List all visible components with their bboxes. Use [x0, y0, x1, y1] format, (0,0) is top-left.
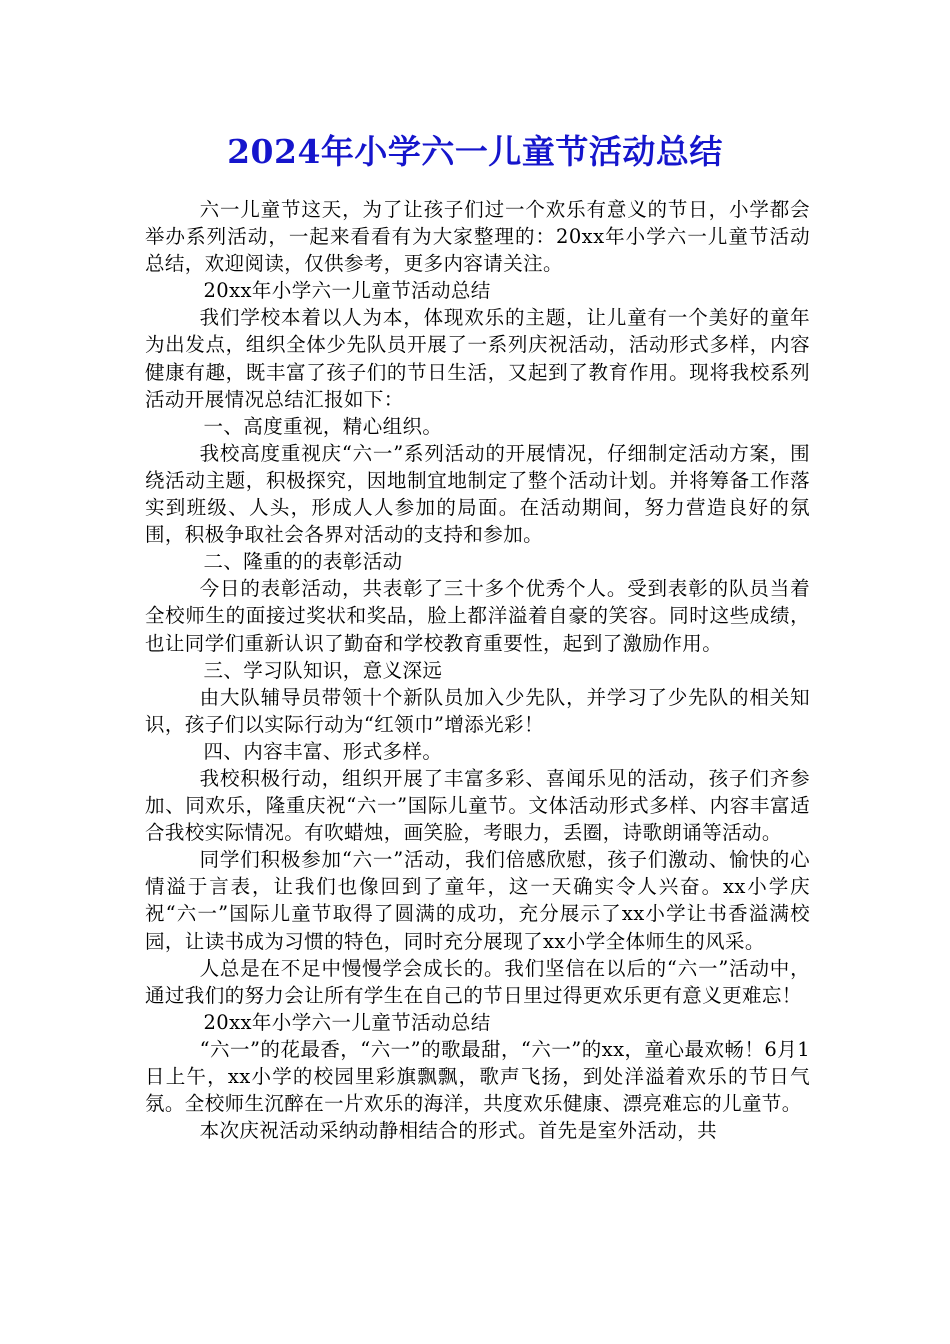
- body-paragraph: 我校高度重视庆“六一”系列活动的开展情况，仔细制定活动方案，围绕活动主题，积极探究，因地制宜地制定了整个活动计划。并将筹备工作落实到班级、人头，形成人人参加的局面。在活动期间，努力营造良好的氛围，积极争取社会各界对活动的支持和参加。: [145, 441, 810, 547]
- body-paragraph: “六一”的花最香，“六一”的歌最甜，“六一”的xx，童心最欢畅！6月1日上午，xx小学的校园里彩旗飘飘，歌声飞扬，到处洋溢着欢乐的节日气氛。全校师生沉醉在一片欢乐的海洋，共度欢乐健康、漂亮难忘的儿童节。: [145, 1037, 810, 1116]
- body-paragraph: 我们学校本着以人为本，体现欢乐的主题，让儿童有一个美好的童年为出发点，组织全体少先队员开展了一系列庆祝活动，活动形式多样，内容健康有趣，既丰富了孩子们的节日生活，又起到了教育作用。现将我校系列活动开展情况总结汇报如下：: [145, 306, 810, 411]
- section-heading: 二、隆重的的表彰活动: [203, 550, 403, 574]
- body-paragraph: 今日的表彰活动，共表彰了三十多个优秀个人。受到表彰的队员当着全校师生的面接过奖状和奖品，脸上都洋溢着自豪的笑容。同时这些成绩，也让同学们重新认识了勤奋和学校教育重要性，起到了激励作用。: [145, 577, 810, 655]
- body-paragraph: 我校积极行动，组织开展了丰富多彩、喜闻乐见的活动，孩子们齐参加、同欢乐，隆重庆祝“六一”国际儿童节。文体活动形式多样、内容丰富适合我校实际情况。有吹蜡烛，画笑脸，考眼力，丢圈，诗歌朗诵等活动。: [145, 766, 810, 845]
- document-body: [145, 196, 810, 1144]
- section-subtitle: 20xx年小学六一儿童节活动总结: [203, 279, 491, 303]
- body-paragraph: 同学们积极参加“六一”活动，我们倍感欣慰，孩子们激动、愉快的心情溢于言表，让我们也像回到了童年，这一天确实令人兴奋。xx小学庆祝“六一”国际儿童节取得了圆满的成功，充分展示了xx小学让书香溢满校园，让读书成为习惯的特色，同时充分展现了xx小学全体师生的风采。: [145, 848, 810, 953]
- section-subtitle: 20xx年小学六一儿童节活动总结: [203, 1010, 491, 1034]
- body-paragraph: 人总是在不足中慢慢学会成长的。我们坚信在以后的“六一”活动中，通过我们的努力会让所有学生在自己的节日里过得更欢乐更有意义更难忘！: [145, 956, 810, 1007]
- document-title: 2024年小学六一儿童节活动总结: [227, 132, 723, 171]
- section-heading: 一、高度重视，精心组织。: [203, 414, 443, 438]
- section-heading: 三、学习队知识，意义深远: [203, 658, 443, 682]
- body-paragraph: 由大队辅导员带领十个新队员加入少先队，并学习了少先队的相关知识，孩子们以实际行动为“红领巾”增添光彩！: [145, 685, 810, 736]
- intro-paragraph: 六一儿童节这天，为了让孩子们过一个欢乐有意义的节日，小学都会举办系列活动，一起来看看有为大家整理的：20xx年小学六一儿童节活动总结，欢迎阅读，仅供参考，更多内容请关注。: [145, 198, 810, 276]
- section-heading: 四、内容丰富、形式多样。: [203, 739, 443, 763]
- body-paragraph: 本次庆祝活动采纳动静相结合的形式。首先是室外活动，共: [199, 1119, 717, 1143]
